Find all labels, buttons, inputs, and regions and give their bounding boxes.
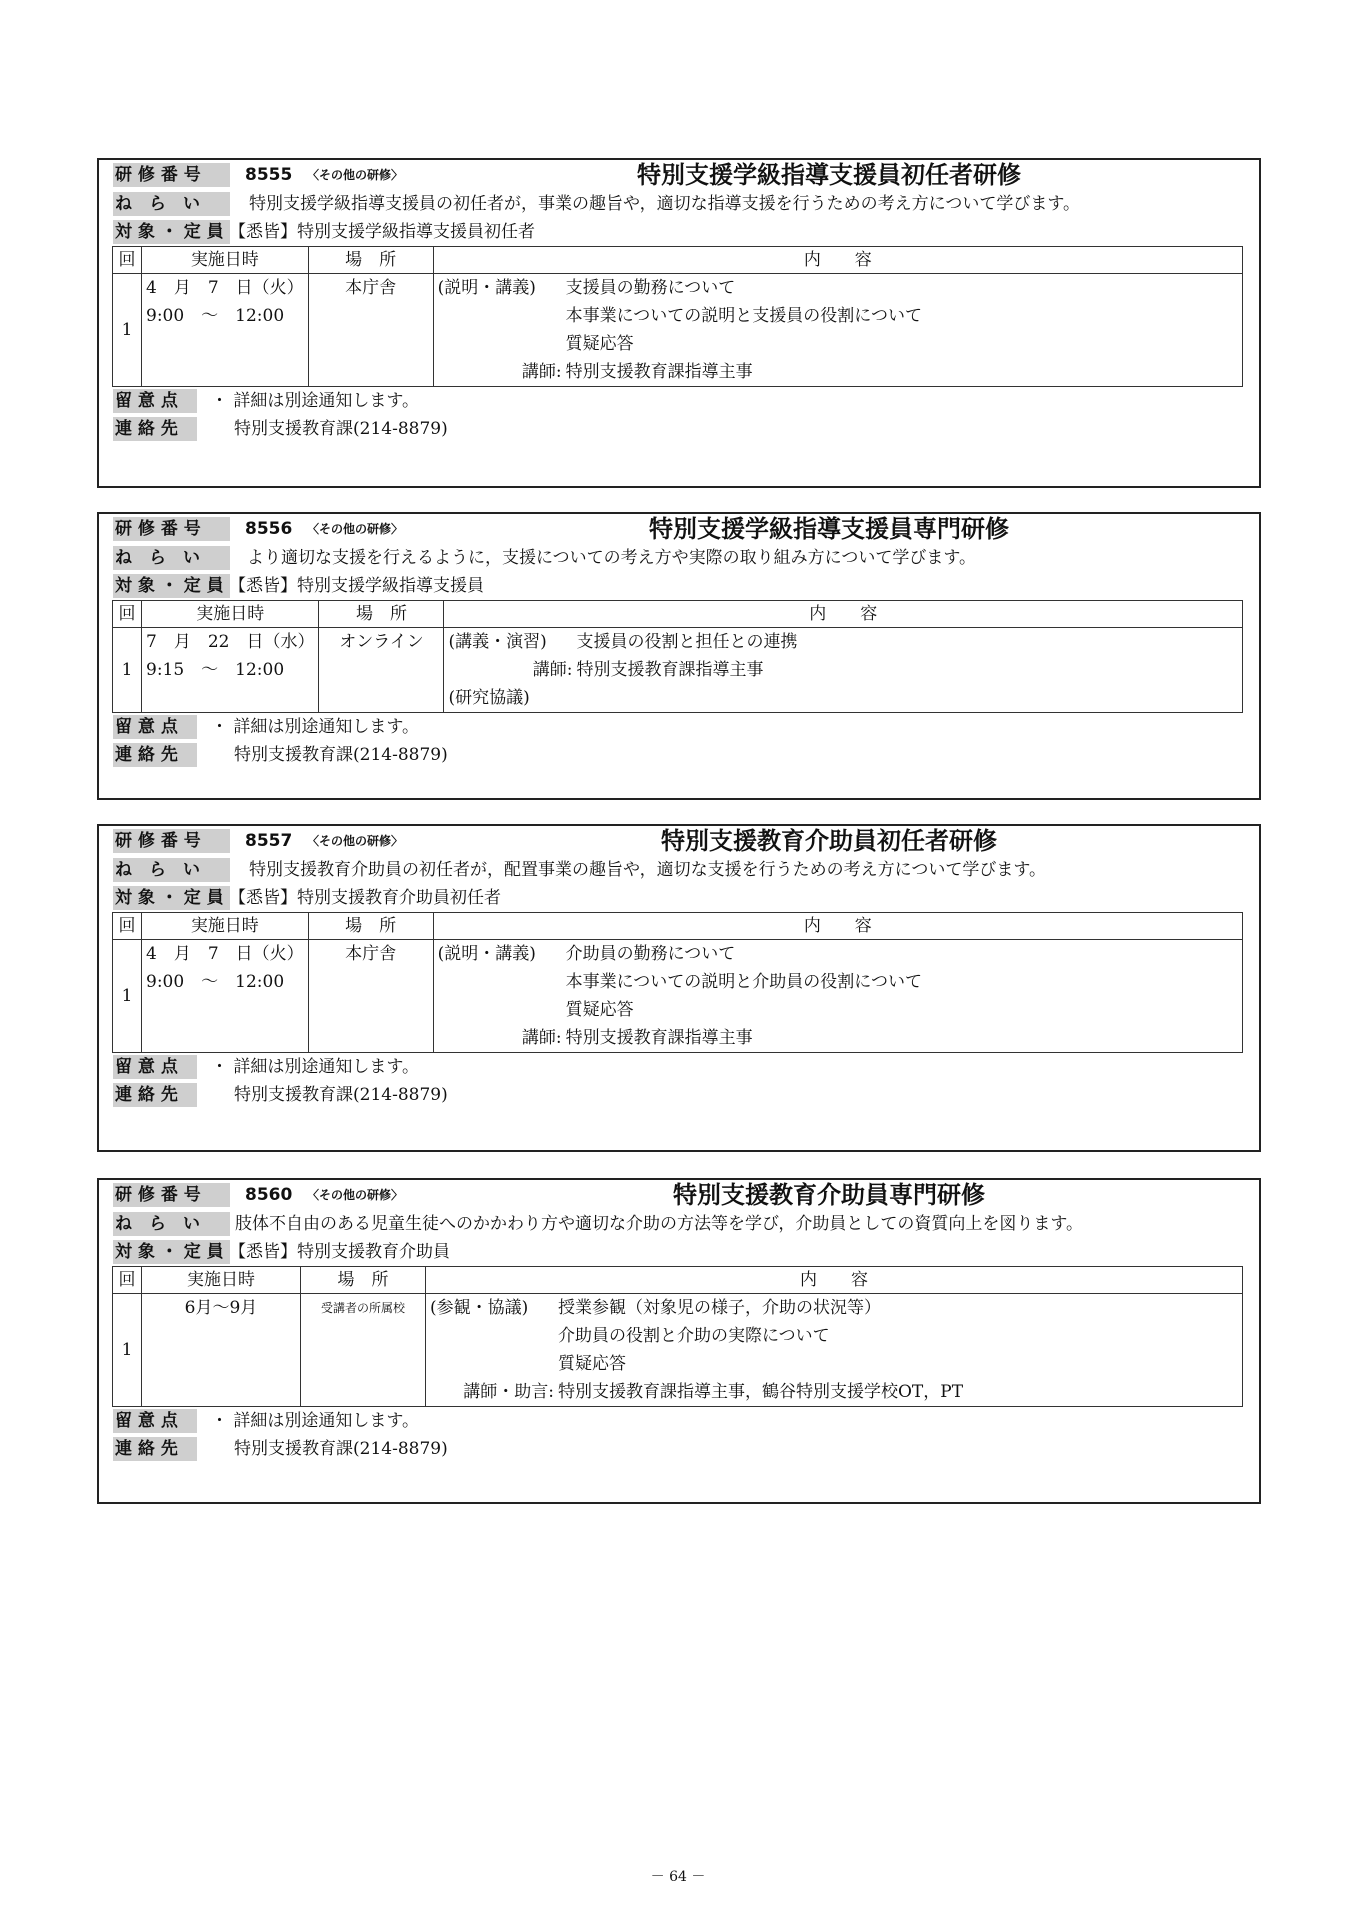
target-row [99,218,1259,246]
training-number: 8560 [245,1185,293,1205]
content-kind [430,1350,558,1378]
notes-row [99,1053,1259,1081]
target-text: 【悉皆】特別支援学級指導支援員 [229,576,484,596]
content-text: 質疑応答 [558,1354,626,1374]
notes-label: 留 意 点 [113,389,197,413]
content-line [438,358,1238,386]
table-row [113,1294,1243,1407]
notes-text: ・ 詳細は別途通知します。 [211,1057,420,1077]
content-kind: (講義・演習) [448,632,547,652]
col-round-header: 回 [113,1267,142,1294]
schedule-table [112,912,1243,1053]
content-line [438,1024,1238,1052]
contact-text: 特別支援教育課(214-8879) [234,745,448,765]
col-content-header: 内 容 [444,601,1243,628]
notes-text: ・ 詳細は別途通知します。 [211,717,420,737]
content-text: 特別支援教育課指導主事 [565,1028,753,1048]
table-row [113,628,1243,713]
content-kind [430,1322,558,1350]
content-cell [433,940,1242,1053]
training-number: 8555 [245,165,293,185]
training-title: 特別支援学級指導支援員初任者研修 [637,161,1021,189]
content-kind: 講師: [521,1028,562,1048]
content-text: 特別支援教育課指導主事 [565,362,753,382]
date-line: 7 月 22 日（水） [146,632,315,652]
content-line [430,1350,1238,1378]
round-cell: 1 [113,274,142,387]
place-cell: 受講者の所属校 [301,1294,426,1407]
contact-label: 連 絡 先 [113,1437,197,1461]
training-number: 8556 [245,519,293,539]
contact-row [99,1435,1259,1463]
content-kind: (参観・協議) [430,1298,529,1318]
category-label: 〈その他の研修〉 [307,522,404,536]
notes-text: ・ 詳細は別途通知します。 [211,391,420,411]
aim-text: 特別支援学級指導支援員の初任者が，事業の趣旨や，適切な指導支援を行うための考え方について学びます。 [249,194,1080,214]
content-kind: 講師: [532,660,573,680]
notes-label: 留 意 点 [113,1409,197,1433]
content-kind [438,302,566,330]
place-cell: 本庁舎 [308,274,433,387]
content-text: 質疑応答 [565,334,634,354]
notes-row [99,713,1259,741]
target-row [99,884,1259,912]
training-title: 特別支援学級指導支援員専門研修 [649,515,1009,543]
col-date-header: 実施日時 [142,247,309,274]
number-label: 研 修 番 号 [113,1183,230,1207]
time-line: 9:00 ～ 12:00 [146,306,285,326]
content-text: 特別支援教育課指導主事 [576,660,764,680]
content-cell [444,628,1243,713]
col-round-header: 回 [113,913,142,940]
contact-row [99,1081,1259,1109]
col-place-header: 場 所 [308,913,433,940]
content-line [430,1294,1238,1322]
aim-label: ね ら い [113,546,230,570]
aim-label: ね ら い [113,192,230,216]
date-line: 4 月 7 日（火） [146,944,304,964]
col-round-header: 回 [113,247,142,274]
col-content-header: 内 容 [433,247,1242,274]
aim-text: より適切な支援を行えるように，支援についての考え方や実際の取り組み方について学びます。 [247,548,976,568]
schedule-table [112,246,1243,387]
content-text: 支援員の役割と担任との連携 [576,632,798,652]
target-row [99,572,1259,600]
place-cell: 本庁舎 [308,940,433,1053]
table-row [113,274,1243,387]
contact-label: 連 絡 先 [113,1083,197,1107]
training-card-8560 [97,1178,1261,1504]
aim-row [99,544,1259,572]
content-line [430,1322,1238,1350]
training-title: 特別支援教育介助員初任者研修 [661,827,997,855]
target-label: 対 象 ・ 定 員 [113,886,230,910]
content-text: 特別支援教育課指導主事，鶴谷特別支援学校OT，PT [558,1382,964,1402]
category-label: 〈その他の研修〉 [307,834,404,848]
col-date-header: 実施日時 [142,601,319,628]
col-round-header: 回 [113,601,142,628]
card-header [99,1180,1259,1210]
content-line [448,684,1238,712]
date-cell [142,1294,301,1407]
card-header [99,514,1259,544]
aim-text: 肢体不自由のある児童生徒へのかかわり方や適切な介助の方法等を学び，介助員としての資質向上を図ります。 [235,1214,1083,1234]
target-text: 【悉皆】特別支援教育介助員初任者 [229,888,501,908]
content-line [438,996,1238,1024]
aim-label: ね ら い [113,1212,230,1236]
col-content-header: 内 容 [426,1267,1243,1294]
content-text: 授業参観（対象児の様子，介助の状況等） [558,1298,881,1318]
col-date-header: 実施日時 [142,1267,301,1294]
target-text: 【悉皆】特別支援教育介助員 [229,1242,450,1262]
content-text: 本事業についての説明と支援員の役割について [565,306,922,326]
content-cell [433,274,1242,387]
contact-text: 特別支援教育課(214-8879) [234,1439,448,1459]
target-label: 対 象 ・ 定 員 [113,1240,230,1264]
col-place-header: 場 所 [319,601,444,628]
aim-row [99,190,1259,218]
number-label: 研 修 番 号 [113,517,230,541]
content-kind: (説明・講義) [437,944,536,964]
content-text: 本事業についての説明と介助員の役割について [565,972,922,992]
content-line [448,656,1238,684]
content-line [438,274,1238,302]
content-text: 介助員の役割と介助の実際について [558,1326,830,1346]
target-label: 対 象 ・ 定 員 [113,220,230,244]
card-header [99,160,1259,190]
content-line [438,968,1238,996]
col-content-header: 内 容 [433,913,1242,940]
date-cell [142,940,309,1053]
table-row [113,940,1243,1053]
schedule-table [112,1266,1243,1407]
col-date-header: 実施日時 [142,913,309,940]
category-label: 〈その他の研修〉 [307,168,404,182]
training-title: 特別支援教育介助員専門研修 [673,1181,985,1209]
date-cell [142,274,309,387]
notes-row [99,1407,1259,1435]
training-number: 8557 [245,831,293,851]
aim-label: ね ら い [113,858,230,882]
date-cell [142,628,319,713]
time-line: 9:00 ～ 12:00 [146,972,285,992]
notes-row [99,387,1259,415]
category-label: 〈その他の研修〉 [307,1188,404,1202]
contact-label: 連 絡 先 [113,417,197,441]
page-number: － 64 － [650,1869,706,1885]
contact-label: 連 絡 先 [113,743,197,767]
round-cell: 1 [113,628,142,713]
content-kind: 講師・助言: [463,1382,554,1402]
content-text: 質疑応答 [565,1000,634,1020]
content-line [438,302,1238,330]
aim-text: 特別支援教育介助員の初任者が，配置事業の趣旨や，適切な支援を行うための考え方について学びます。 [249,860,1046,880]
target-text: 【悉皆】特別支援学級指導支援員初任者 [229,222,535,242]
training-card-8555 [97,158,1261,488]
training-card-8556 [97,512,1261,800]
content-line [430,1378,1238,1406]
time-line: 9:15 ～ 12:00 [146,660,285,680]
contact-row [99,741,1259,769]
training-card-8557 [97,824,1261,1152]
round-cell: 1 [113,940,142,1053]
content-kind [438,968,566,996]
notes-text: ・ 詳細は別途通知します。 [211,1411,420,1431]
content-kind [438,330,566,358]
place-cell: オンライン [319,628,444,713]
notes-label: 留 意 点 [113,715,197,739]
col-place-header: 場 所 [301,1267,426,1294]
round-cell: 1 [113,1294,142,1407]
content-kind: 講師: [521,362,562,382]
col-place-header: 場 所 [308,247,433,274]
notes-label: 留 意 点 [113,1055,197,1079]
content-text: 介助員の勤務について [565,944,736,964]
content-kind: (研究協議) [448,688,530,708]
content-line [438,940,1238,968]
number-label: 研 修 番 号 [113,829,230,853]
card-header [99,826,1259,856]
schedule-table [112,600,1243,713]
target-label: 対 象 ・ 定 員 [113,574,230,598]
contact-text: 特別支援教育課(214-8879) [234,1085,448,1105]
date-line: 6月～9月 [184,1298,258,1318]
content-line [438,330,1238,358]
target-row [99,1238,1259,1266]
content-text: 支援員の勤務について [565,278,736,298]
aim-row [99,1210,1259,1238]
number-label: 研 修 番 号 [113,163,230,187]
aim-row [99,856,1259,884]
contact-row [99,415,1259,443]
content-line [448,628,1238,656]
content-kind [438,996,566,1024]
date-line: 4 月 7 日（火） [146,278,304,298]
contact-text: 特別支援教育課(214-8879) [234,419,448,439]
content-kind: (説明・講義) [437,278,536,298]
content-cell [426,1294,1243,1407]
